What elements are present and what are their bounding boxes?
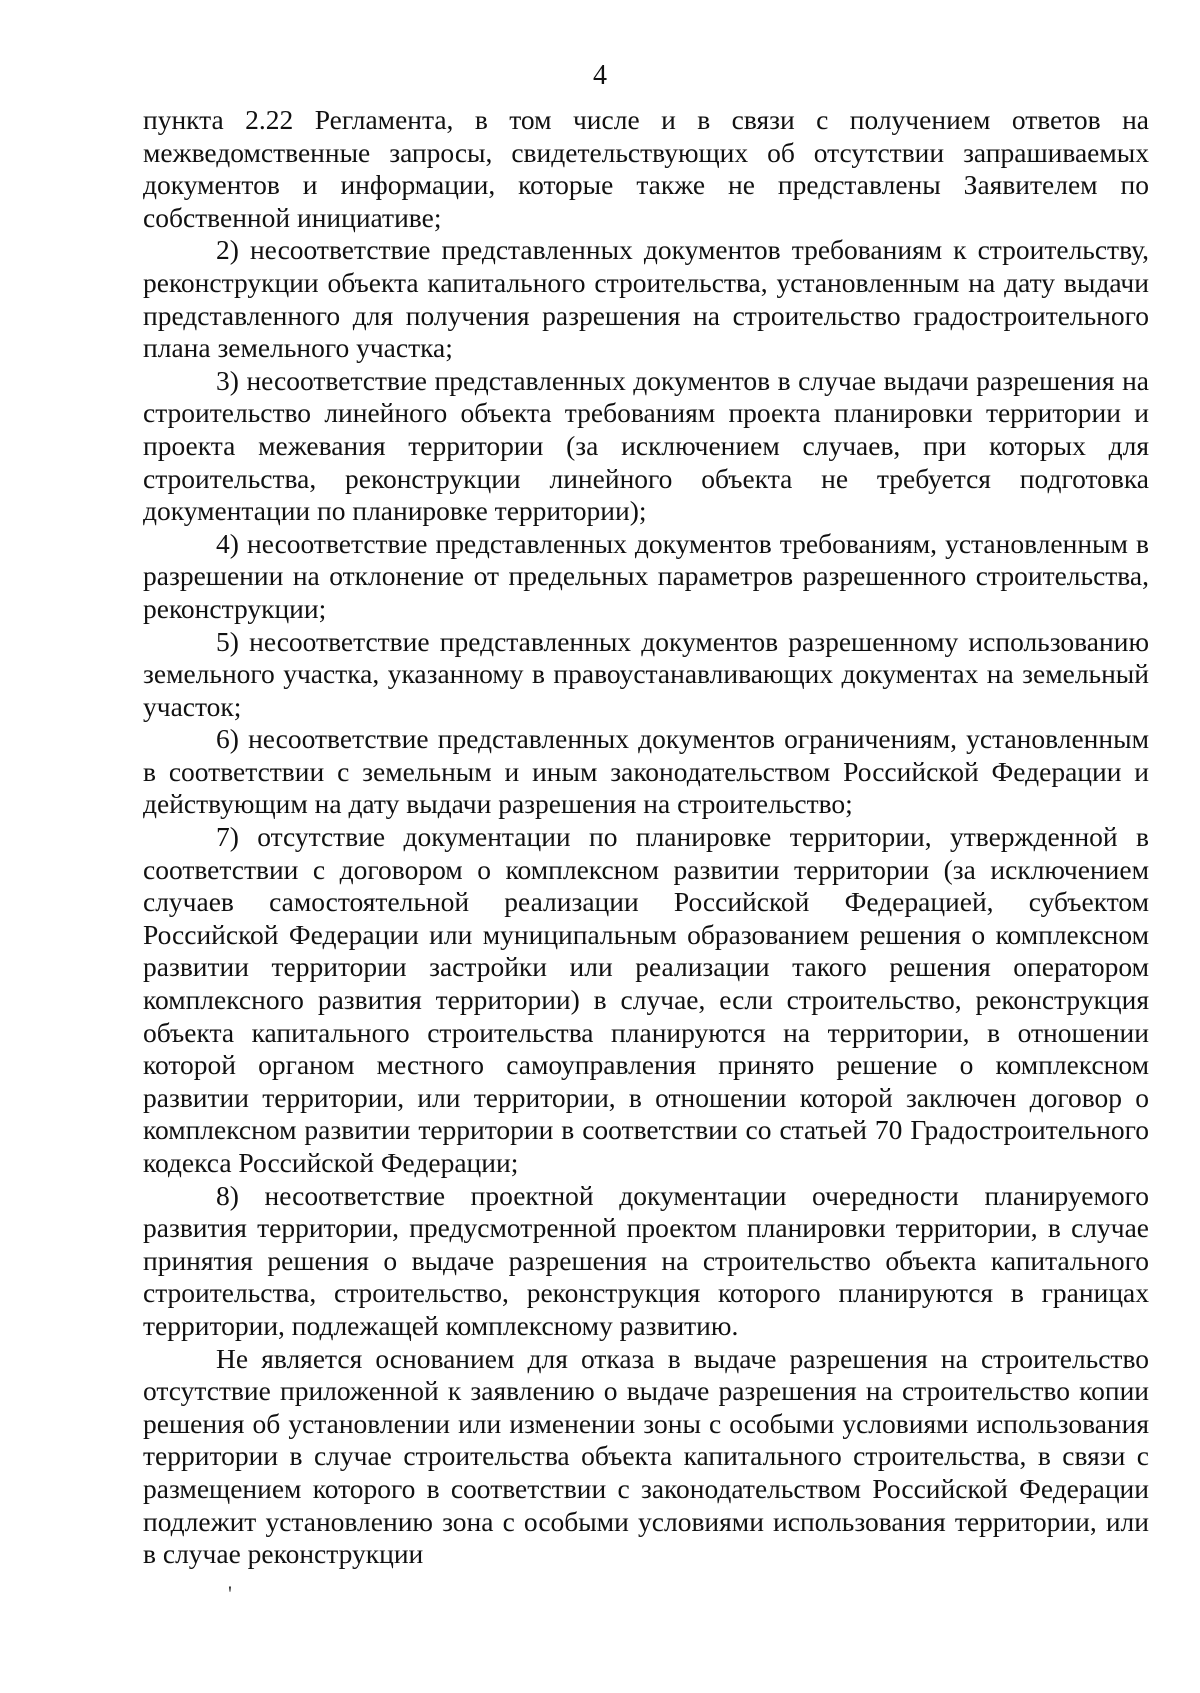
list-item-8: 8) несоответствие проектной документации очередности планируемого развития территории, предусмотренной проектом планировки территории, в случае принятия решения о выдаче разрешения на строительство объекта капитального строительства, строительство, реконструкция которого планируются в границах территории, подлежащей комплексному развитию.	[143, 1179, 1149, 1341]
list-item-6: 6) несоответствие представленных документов ограничениям, установленным в соответствии с земельным и иным законодательством Российской Федерации и действующим на дату выдачи разрешения на строительство;	[143, 723, 1149, 820]
document-body	[143, 104, 1149, 1571]
list-item-3: 3) несоответствие представленных документов в случае выдачи разрешения на строительство линейного объекта требованиям проекта планировки территории и проекта межевания территории (за исключением случаев, при которых для строительства, реконструкции линейного объекта не требуется подготовка документации по планировке территории);	[143, 364, 1149, 527]
list-item-5: 5) несоответствие представленных документов разрешенному использованию земельного участка, указанному в правоустанавливающих документах на земельный участок;	[143, 625, 1149, 722]
paragraph-continuation: пункта 2.22 Регламента, в том числе и в связи с получением ответов на межведомственные запросы, свидетельствующих об отсутствии запрашиваемых документов и информации, которые также не представлены Заявителем по собственной инициативе;	[143, 104, 1149, 233]
paragraph-final: Не является основанием для отказа в выдаче разрешения на строительство отсутствие приложенной к заявлению о выдаче разрешения на строительство копии решения об установлении или изменении зоны с особыми условиями использования территории в случае строительства объекта капитального строительства, в связи с размещением которого в соответствии с законодательством Российской Федерации подлежит установлению зона с особыми условиями использования территории, или в случае реконструкции	[143, 1342, 1149, 1570]
list-item-2: 2) несоответствие представленных документов требованиям к строительству, реконструкции объекта капитального строительства, установленным на дату выдачи представленного для получения разрешения на строительство градостроительного плана земельного участка;	[143, 234, 1149, 364]
list-item-4: 4) несоответствие представленных документов требованиям, установленным в разрешении на отклонение от предельных параметров разрешенного строительства, реконструкции;	[143, 527, 1149, 624]
page-number: 4	[593, 60, 607, 91]
list-item-7: 7) отсутствие документации по планировке территории, утвержденной в соответствии с договором о комплексном развитии территории (за исключением случаев самостоятельной реализации Российской Федерацией, субъектом Российской Федерации или муниципальным образованием решения о комплексном развитии территории застройки или реализации такого решения оператором комплексного развития территории) в случае, если строительство, реконструкция объекта капитального строительства планируются на территории, в отношении которой органом местного самоуправления принято решение о комплексном развитии территории, или территории, в отношении которой заключен договор о комплексном развитии территории в соответствии со статьей 70 Градостроительного кодекса Российской Федерации;	[143, 821, 1149, 1178]
stray-mark: '	[228, 1581, 232, 1606]
